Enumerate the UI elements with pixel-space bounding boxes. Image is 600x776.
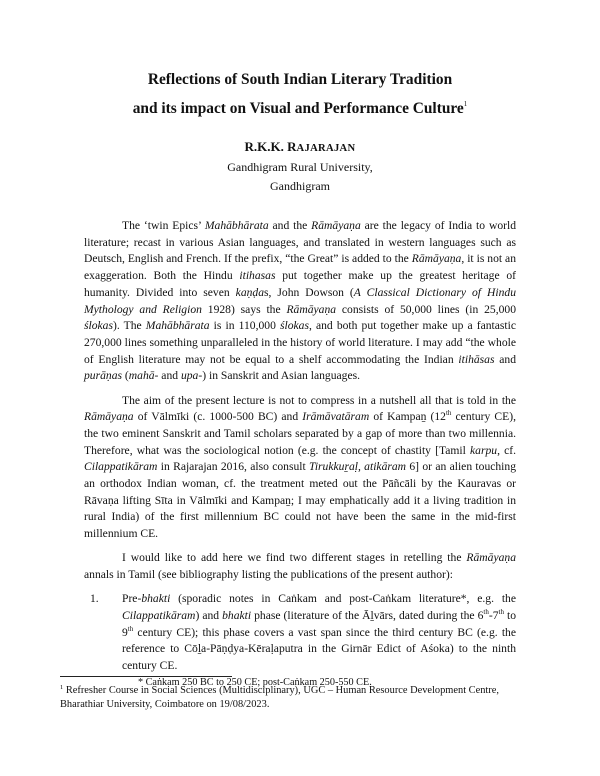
paragraph-2: The aim of the present lecture is not to compress in a nutshell all that is told in the Rāmāyaṇa of Vālmīki (c. 1000-500 BC) and Irāmāvatāram of Kampaṉ (12th century CE), the two eminent Sanskrit and Tamil scholars separated by a gap of more than two millennia. Therefore, what was the sociological notion (e.g. the concept of chastity [Tamil karpu, cf. Cilappatikāram in Rajarajan 2016, also consult Tirukkuṟaḷ, atikāram 6] or an alien touching an orthodox Indian woman, cf. the treatment meted out the Pāñcāli by the Kauravas or Rāvaṇa lifting Sīta in Vālmīki and Kampaṉ; I may emphatically add it a living tradition in rural India) of the first millennium BC could not have been the same in the mid-first millennium CE. bbox=[84, 393, 517, 541]
paper-title-line-2: and its impact on Visual and Performance Culture$^1$ bbox=[132, 100, 468, 117]
footnote-marker: 1 bbox=[60, 684, 64, 691]
paragraph-1: The ‘twin Epics’ Mahābhārata and the Rāmāyaṇa are the legacy of India to world literature; recast in various Asian languages, and translated in western languages such as Deutsch, English and French. If the prefix, “the Great” is added to the Rāmāyaṇa, it is not an exaggeration. Both the Hindu itihasas put together make up the greatest heritage of humanity. Divided into seven kaṇḍas, John Dowson (A Classical Dictionary of Hindu Mythology and Religion 1928) says the Rāmāyaṇa consists of 50,000 lines (in 25,000 ślokas). The Mahābhārata is in 110,000 ślokas, and both put together make up a fantastic 270,000 lines something unparalleled in the history of world literature. I may add “the whole of English literature may not be equal to a shelf accommodating the Indian itihāsas and purāṇas (mahā- and upa-) in Sanskrit and Asian languages. bbox=[84, 219, 517, 383]
numbered-list bbox=[84, 591, 516, 690]
title-footnote-marker[interactable]: 1 bbox=[463, 100, 468, 108]
footnote-separator bbox=[60, 676, 232, 677]
list-item-note: * Caṅkam 250 BC to 250 CE; post-Caṅkam 250-550 CE. bbox=[138, 676, 372, 688]
paper-title-line-1: Reflections of South Indian Literary Tradition bbox=[147, 71, 453, 88]
author-affiliation-line-2: Gandhigram bbox=[270, 179, 330, 193]
footnote-1: $^1$ Refresher Course in Social Sciences (Multidisciplinary), UGC – Human Resource Development Centre, Bharathiar University, Coimbatore on 19/08/2023. bbox=[60, 684, 499, 710]
list-item: Pre-bhakti (sporadic notes in Caṅkam and post-Caṅkam literature*, e.g. the Cilappatikāram) and bhakti phase (literature of the Āḻvārs, dated during the 6th-7th to 9th century CE); this phase covers a vast span since the third century BC (e.g. the reference to Cōḻa-Pāṇḍya-Kēraḷaputra in the Girnār Edict of Aśoka) to the ninth century CE. bbox=[122, 592, 516, 673]
paragraph-3: I would like to add here we find two different stages in retelling the Rāmāyaṇa annals in Tamil (see bibliography listing the publications of the present author): bbox=[84, 551, 516, 582]
author-affiliation-line-1: Gandhigram Rural University, bbox=[227, 160, 373, 174]
body-text bbox=[84, 218, 516, 690]
list-item-number: 1. bbox=[90, 592, 99, 606]
author-name: R.K.K. RAJARAJAN bbox=[244, 139, 356, 154]
